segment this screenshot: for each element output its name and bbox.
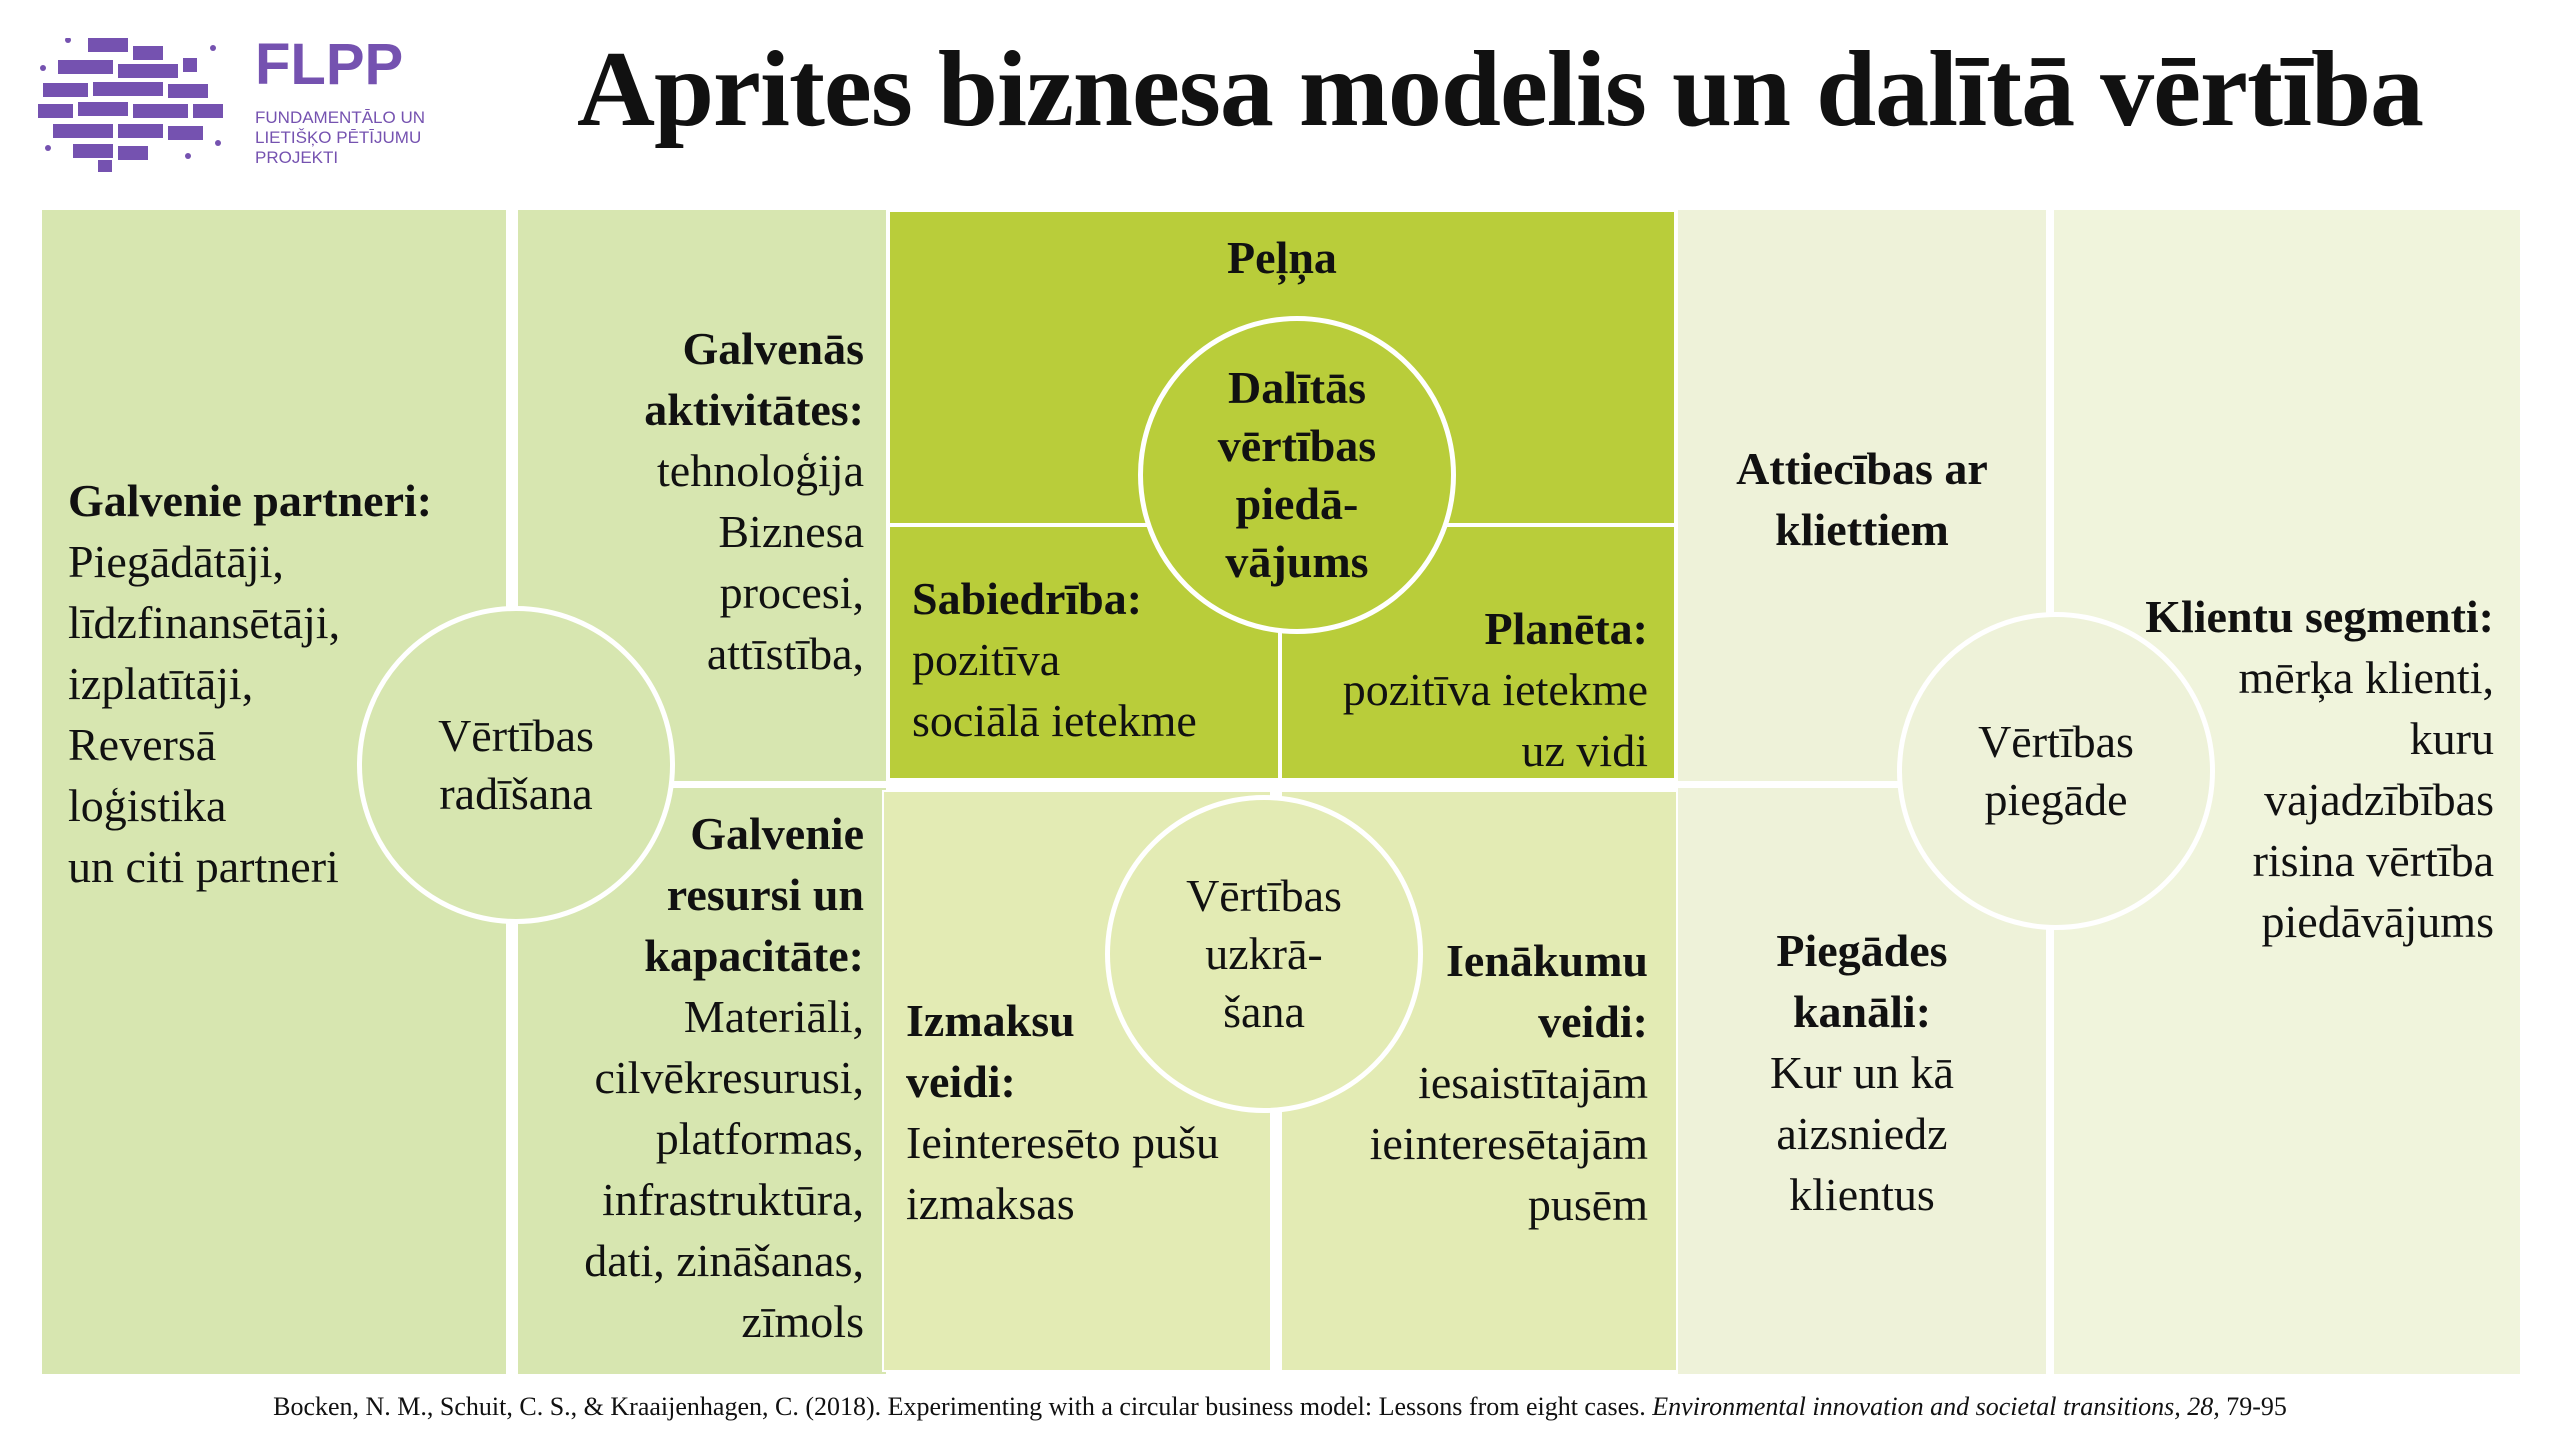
citation [0,1390,2560,1424]
key-partners-line: Reversā [68,719,217,770]
costs-heading: veidi: [906,1056,1016,1107]
logo-subtitle-line: LIETIŠĶO PĒTĪJUMU [255,128,422,147]
logo-subtitle-line: PROJEKTI [255,148,339,167]
logo-subtitle [255,108,425,168]
customer-relationships-heading: Attiecības ar [1736,443,1988,494]
logo-subtitle-line: FUNDAMENTĀLO UN [255,108,426,127]
key-activities-line: attīstība, [706,628,864,679]
value-proposition-circle [1138,316,1456,634]
flpp-logo-mark [38,38,228,173]
logo-name: FLPP [255,32,404,97]
key-resources-line: Materiāli, [683,991,864,1042]
key-partners-line: izplatītāji, [68,658,254,709]
customer-segments-line: kuru [2409,713,2494,764]
channels-line: aizsniedz [1776,1108,1948,1159]
value-capture-line: uzkrā- [1205,928,1323,979]
value-capture-line: Vērtības [1186,870,1342,921]
value-creation-line: radīšana [439,768,593,819]
society-heading: Sabiedrība: [912,573,1143,624]
channels-heading: Piegādes [1776,925,1948,976]
key-resources-line: zīmols [741,1296,864,1347]
key-resources-heading: resursi un [666,869,864,920]
customer-segments-line: vajadzībības [2264,774,2494,825]
revenues-line: ieinteresētajām [1369,1118,1648,1169]
channels-line: Kur un kā [1770,1047,1954,1098]
customer-relationships-heading: kliettiem [1775,504,1949,555]
key-partners-line: un citi partneri [68,841,339,892]
citation-pages: 79-95 [2219,1392,2287,1421]
key-resources-line: dati, zināšanas, [584,1235,864,1286]
revenues-heading: Ienākumu [1446,935,1648,986]
planet-heading: Planēta: [1484,603,1648,654]
channels-heading: kanāli: [1792,986,1932,1037]
key-partners-line: Piegādātāji, [68,536,284,587]
costs-line: Ieinteresēto pušu [906,1117,1219,1168]
value-proposition-line: vērtības [1217,420,1377,471]
profit-heading: Peļņa [1227,232,1337,283]
key-resources-heading: Galvenie [690,808,864,859]
value-delivery-line: piegāde [1984,774,2128,825]
costs-heading: Izmaksu [906,995,1075,1046]
costs-line: izmaksas [906,1178,1075,1229]
revenues-line: iesaistītajām [1418,1057,1648,1108]
profit-text [888,227,1676,288]
key-activities-line: tehnoloģija [657,445,864,496]
key-partners-heading: Galvenie partneri: [68,475,433,526]
value-creation-circle [357,606,675,924]
customer-segments-heading: Klientu segmenti: [2145,591,2494,642]
key-activities-line: procesi, [719,567,864,618]
society-line: sociālā ietekme [912,695,1197,746]
value-proposition-line: vājums [1225,536,1369,587]
citation-journal: Environmental innovation and societal transitions, 28, [1652,1392,2220,1421]
revenues-line: pusēm [1527,1179,1648,1230]
key-resources-line: platformas, [655,1113,864,1164]
value-proposition-line: Dalītās [1227,362,1366,413]
key-activities-heading: aktivitātes: [644,384,864,435]
value-creation-line: Vērtības [438,710,594,761]
key-activities-heading: Galvenās [682,323,864,374]
value-capture-circle [1105,795,1423,1113]
value-delivery-circle [1897,612,2215,930]
customer-relationships-text [1676,438,2048,560]
planet-line: uz vidi [1521,725,1648,776]
customer-segments-line: risina vērtība [2252,835,2494,886]
page-title: Aprites biznesa modelis un dalītā vērtība [576,30,2424,149]
key-partners-line: līdzfinansētāji, [68,597,341,648]
customer-segments-line: piedāvājums [2261,896,2494,947]
customer-segments-line: mērķa klienti, [2238,652,2494,703]
key-resources-line: cilvēkresurusi, [594,1052,864,1103]
citation-text: Bocken, N. M., Schuit, C. S., & Kraaijenhagen, C. (2018). Experimenting with a circular business model: Lessons from eight cases. [273,1392,1653,1421]
value-capture-line: šana [1223,986,1305,1037]
channels-text [1676,920,2048,1225]
key-activities-line: Biznesa [718,506,864,557]
key-resources-line: infrastruktūra, [602,1174,864,1225]
revenues-heading: veidi: [1538,996,1648,1047]
logo-text [255,30,425,168]
value-proposition-line: piedā- [1235,478,1359,529]
key-resources-heading: kapacitāte: [644,930,864,981]
society-line: pozitīva [912,634,1061,685]
key-partners-line: loģistika [68,780,227,831]
value-delivery-line: Vērtības [1978,716,2134,767]
planet-line: pozitīva ietekme [1342,664,1648,715]
channels-line: klientus [1789,1169,1935,1220]
